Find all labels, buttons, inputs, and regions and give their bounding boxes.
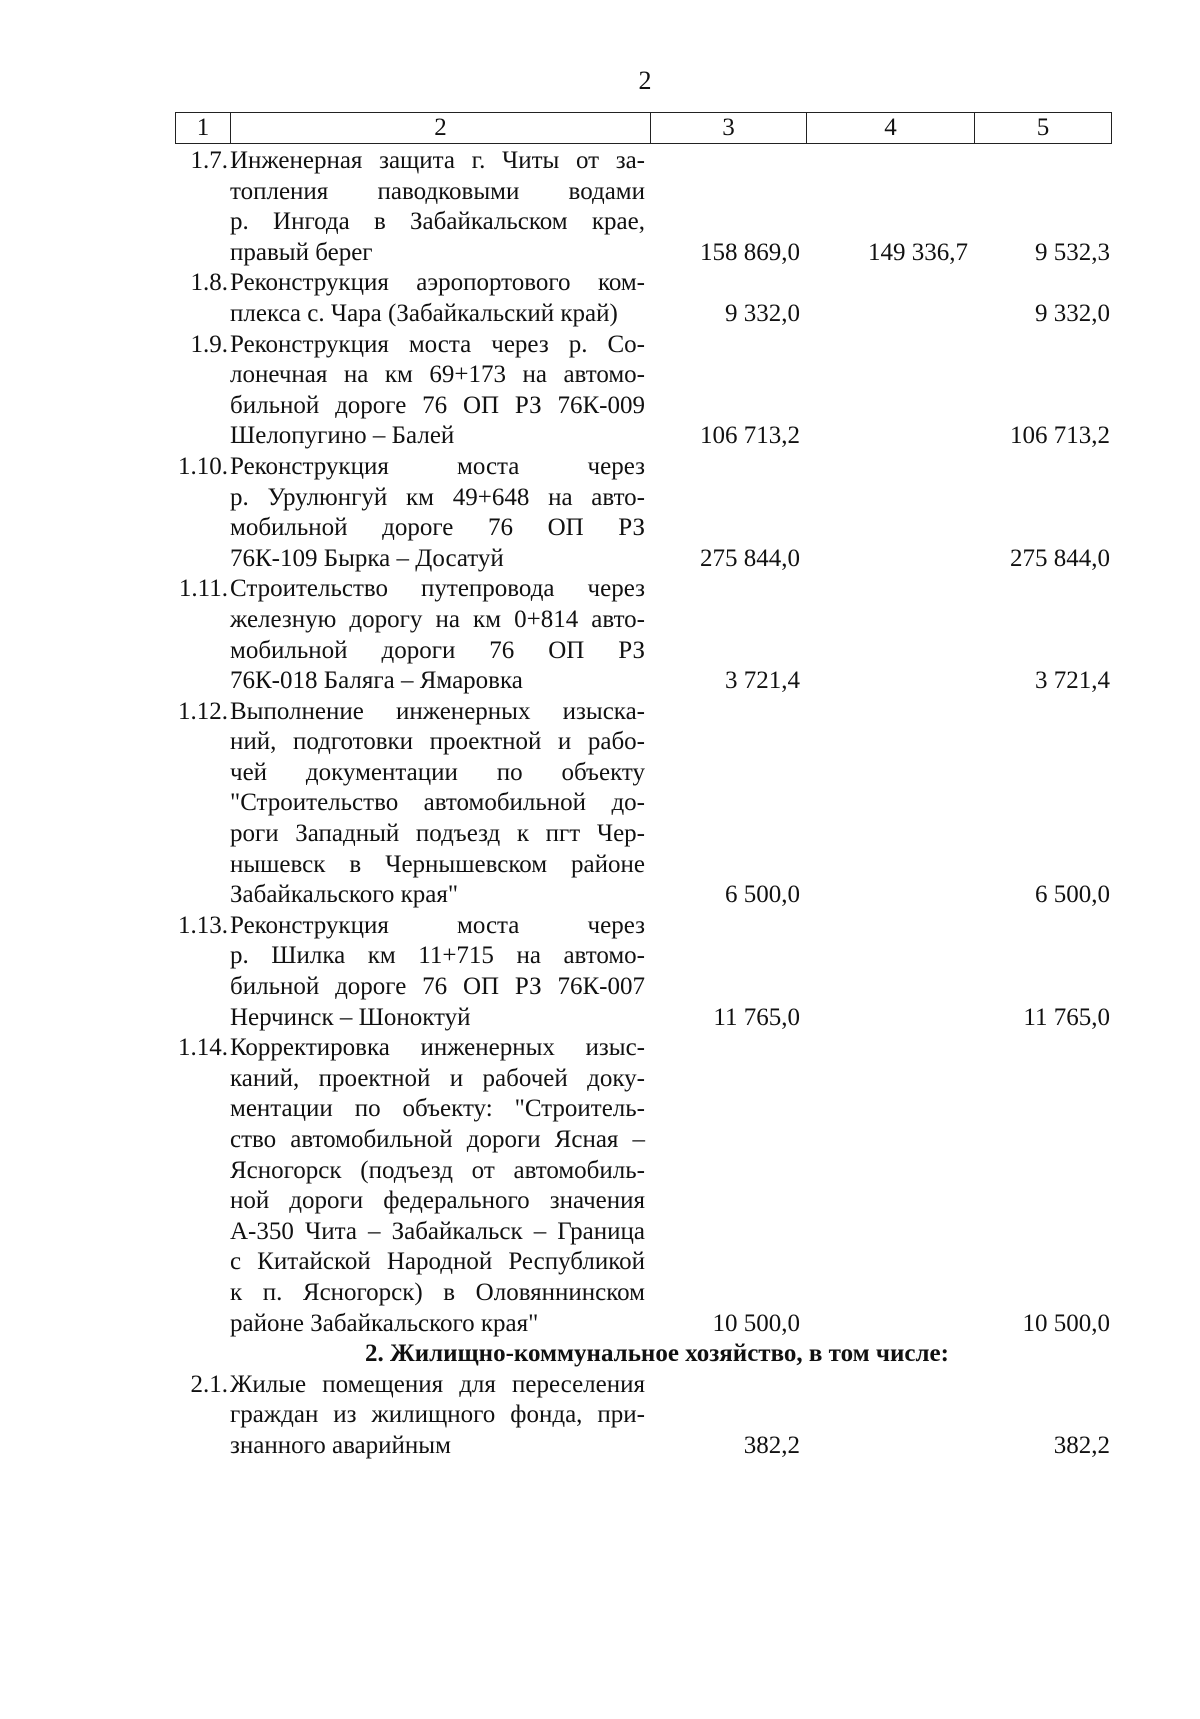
value-col5: 10 500,0 [1022,1309,1110,1337]
description-line: знанного аварийным [230,1431,451,1459]
header-col-3: 3 [651,113,807,143]
description-line: Реконструкция аэропортового ком- [230,269,645,297]
header-col-1: 1 [176,113,231,143]
row-description [230,574,645,696]
description-line: Жилые помещения для переселения [230,1370,645,1398]
value-col5: 275 844,0 [1010,544,1110,572]
description-line: Реконструкция моста через [230,911,645,939]
page-number: 2 [638,66,652,95]
value-col4: 149 336,7 [868,238,968,266]
value-col5: 6 500,0 [1035,881,1110,909]
description-line: ной дороги федерального значения [230,1187,645,1215]
table-body [0,146,1200,1462]
description-line: 76К-109 Бырка – Досатуй [230,544,504,572]
description-line: чей документации по объекту [230,758,645,786]
description-line: Забайкальского края" [230,881,459,909]
header-col-5: 5 [1036,114,1050,141]
description-line: бильной дороге 76 ОП РЗ 76К-007 [230,973,645,1001]
row-number: 1.8. [190,269,228,297]
description-line: р. Урулюнгуй км 49+648 на авто- [230,483,645,511]
description-line: Инженерная защита г. Читы от за- [230,147,645,174]
value-col3: 275 844,0 [700,544,800,572]
table-row [0,1033,1200,1339]
table-row [0,268,1200,329]
row-number: 1.9. [190,330,228,358]
row-description [230,697,645,911]
row-description [230,452,645,574]
table-row [0,146,1200,268]
description-line: плекса с. Чара (Забайкальский край) [230,299,618,327]
row-description [230,268,645,329]
value-col5: 9 532,3 [1035,238,1110,266]
description-line: р. Шилка км 11+715 на автомо- [230,942,645,970]
description-line: Строительство путепровода через [230,575,645,603]
description-line: А-350 Чита – Забайкальск – Граница [230,1217,645,1245]
description-line: граждан из жилищного фонда, при- [230,1401,645,1429]
description-line: 76К-018 Баляга – Ямаровка [230,667,523,695]
value-col5: 382,2 [1053,1431,1110,1459]
description-line: ментации по объекту: "Строитель- [230,1095,645,1123]
table-row [0,452,1200,574]
description-line: железную дорогу на км 0+814 авто- [230,605,645,633]
row-description [230,1033,645,1339]
description-line: нышевск в Чернышевском районе [230,850,645,878]
row-number: 2.1. [190,1370,228,1398]
value-col3: 9 332,0 [725,299,800,327]
value-col5: 9 332,0 [1035,299,1110,327]
description-line: каний, проектной и рабочей доку- [230,1064,645,1092]
description-line: топления паводковыми водами [230,177,645,205]
description-line: бильной дороге 76 ОП РЗ 76К-009 [230,391,645,419]
row-number: 1.7. [190,147,228,174]
description-line: мобильной дороги 76 ОП РЗ [230,636,645,664]
value-col3: 382,2 [743,1431,800,1459]
description-line: с Китайской Народной Республикой [230,1248,645,1276]
row-number: 1.14. [178,1034,228,1062]
description-line: Выполнение инженерных изыска- [230,697,645,725]
table-row [0,1370,1200,1462]
row-number: 1.10. [178,452,228,480]
description-line: "Строительство автомобильной до- [230,789,645,817]
value-col3: 10 500,0 [712,1309,800,1337]
row-description [230,146,645,268]
table-row [0,697,1200,911]
value-col5: 106 713,2 [1010,422,1110,450]
description-line: Шелопугино – Балей [230,422,455,450]
value-col5: 3 721,4 [1035,667,1110,695]
description-line: Нерчинск – Шоноктуй [230,1003,471,1031]
value-col3: 6 500,0 [725,881,800,909]
description-line: ний, подготовки проектной и рабо- [230,728,645,756]
row-number: 1.12. [178,697,228,725]
table-header-row [175,112,1112,144]
header-col-2: 2 [231,113,651,143]
row-number: 1.11. [178,575,228,603]
description-line: Ясногорск (подъезд от автомобиль- [230,1156,645,1184]
header-col-4: 4 [807,113,975,143]
description-line: мобильной дороге 76 ОП РЗ [230,514,645,542]
description-line: районе Забайкальского края" [230,1309,539,1337]
value-col3: 106 713,2 [700,422,800,450]
row-description [230,1370,645,1462]
row-description [230,911,645,1033]
value-col3: 158 869,0 [700,238,800,266]
row-description [230,330,645,452]
description-line: к п. Ясногорск) в Оловяннинском [230,1278,645,1306]
table-row [0,574,1200,696]
description-line: Реконструкция моста через [230,452,645,480]
description-line: р. Ингода в Забайкальском крае, [230,208,645,236]
description-line: правый берег [230,238,373,266]
value-col3: 3 721,4 [725,667,800,695]
table-row [0,911,1200,1033]
value-col5: 11 765,0 [1023,1003,1110,1031]
description-line: Корректировка инженерных изыс- [230,1034,645,1062]
section-heading: 2. Жилищно-коммунальное хозяйство, в том числе: [365,1340,949,1368]
table-row [0,330,1200,452]
row-number: 1.13. [178,911,228,939]
description-line: лонечная на км 69+173 на автомо- [230,361,645,389]
description-line: роги Западный подъезд к пгт Чер- [230,820,645,848]
description-line: Реконструкция моста через р. Со- [230,330,645,358]
value-col3: 11 765,0 [713,1003,800,1031]
description-line: ство автомобильной дороги Ясная – [230,1126,645,1153]
